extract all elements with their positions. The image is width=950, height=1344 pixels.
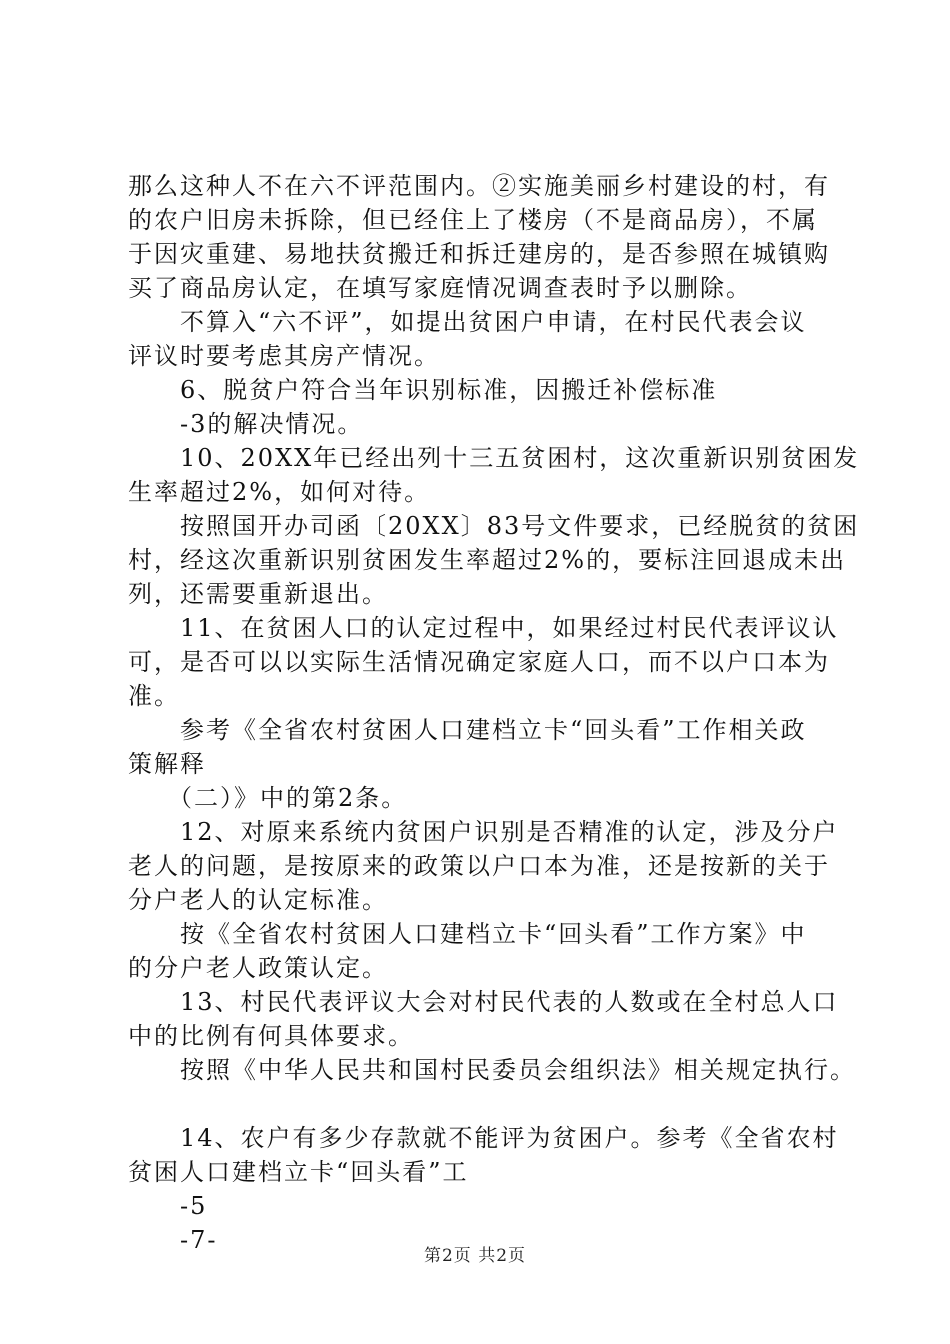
text-line: -7-: [128, 1226, 218, 1254]
text-line: 按《全省农村贫困人口建档立卡“回头看”工作方案》中: [128, 920, 807, 948]
text-line: 不算入“六不评”，如提出贫困户申请，在村民代表会议: [128, 308, 807, 336]
text-line: 评议时要考虑其房产情况。: [128, 342, 440, 370]
text-line: 村，经这次重新识别贫困发生率超过2%的，要标注回退成未出: [128, 546, 847, 574]
text-line: 于因灾重建、易地扶贫搬迁和拆迁建房的，是否参照在城镇购: [128, 240, 830, 268]
text-line: -5: [128, 1192, 208, 1220]
text-line: 贫困人口建档立卡“回头看”工: [128, 1158, 469, 1186]
page-footer: 第2页 共2页: [423, 1246, 527, 1266]
text-line: 的分户老人政策认定。: [128, 954, 388, 982]
text-line: 11、在贫困人口的认定过程中，如果经过村民代表评议认: [128, 614, 839, 642]
text-line: 生率超过2%，如何对待。: [128, 478, 431, 506]
text-line: 那么这种人不在六不评范围内。②实施美丽乡村建设的村，有: [128, 172, 830, 200]
text-line: 按照《中华人民共和国村民委员会组织法》相关规定执行。: [128, 1056, 856, 1084]
text-line: 6、脱贫户符合当年识别标准，因搬迁补偿标准: [128, 376, 718, 404]
text-line: 参考《全省农村贫困人口建档立卡“回头看”工作相关政: [128, 716, 807, 744]
text-line: 14、农户有多少存款就不能评为贫困户。参考《全省农村: [128, 1124, 839, 1152]
text-line: （二）》中的第2条。: [128, 784, 408, 812]
text-line: 列，还需要重新退出。: [128, 580, 388, 608]
text-line: 13、村民代表评议大会对村民代表的人数或在全村总人口: [128, 988, 839, 1016]
text-line: 按照国开办司函〔20XX〕83号文件要求，已经脱贫的贫困: [128, 512, 860, 540]
text-line: 老人的问题，是按原来的政策以户口本为准，还是按新的关于: [128, 852, 830, 880]
text-line: 买了商品房认定，在填写家庭情况调查表时予以删除。: [128, 274, 752, 302]
text-line: 10、20XX年已经出列十三五贫困村，这次重新识别贫困发: [128, 444, 860, 472]
text-line: 的农户旧房未拆除，但已经住上了楼房（不是商品房），不属: [128, 206, 818, 234]
text-line: 分户老人的认定标准。: [128, 886, 388, 914]
text-line: 可，是否可以以实际生活情况确定家庭人口，而不以户口本为: [128, 648, 830, 676]
text-line: 中的比例有何具体要求。: [128, 1022, 414, 1050]
text-line: 策解释: [128, 750, 206, 778]
text-line: 准。: [128, 682, 180, 710]
text-line: -3的解决情况。: [128, 410, 364, 438]
text-line: 12、对原来系统内贫困户识别是否精准的认定，涉及分户: [128, 818, 839, 846]
